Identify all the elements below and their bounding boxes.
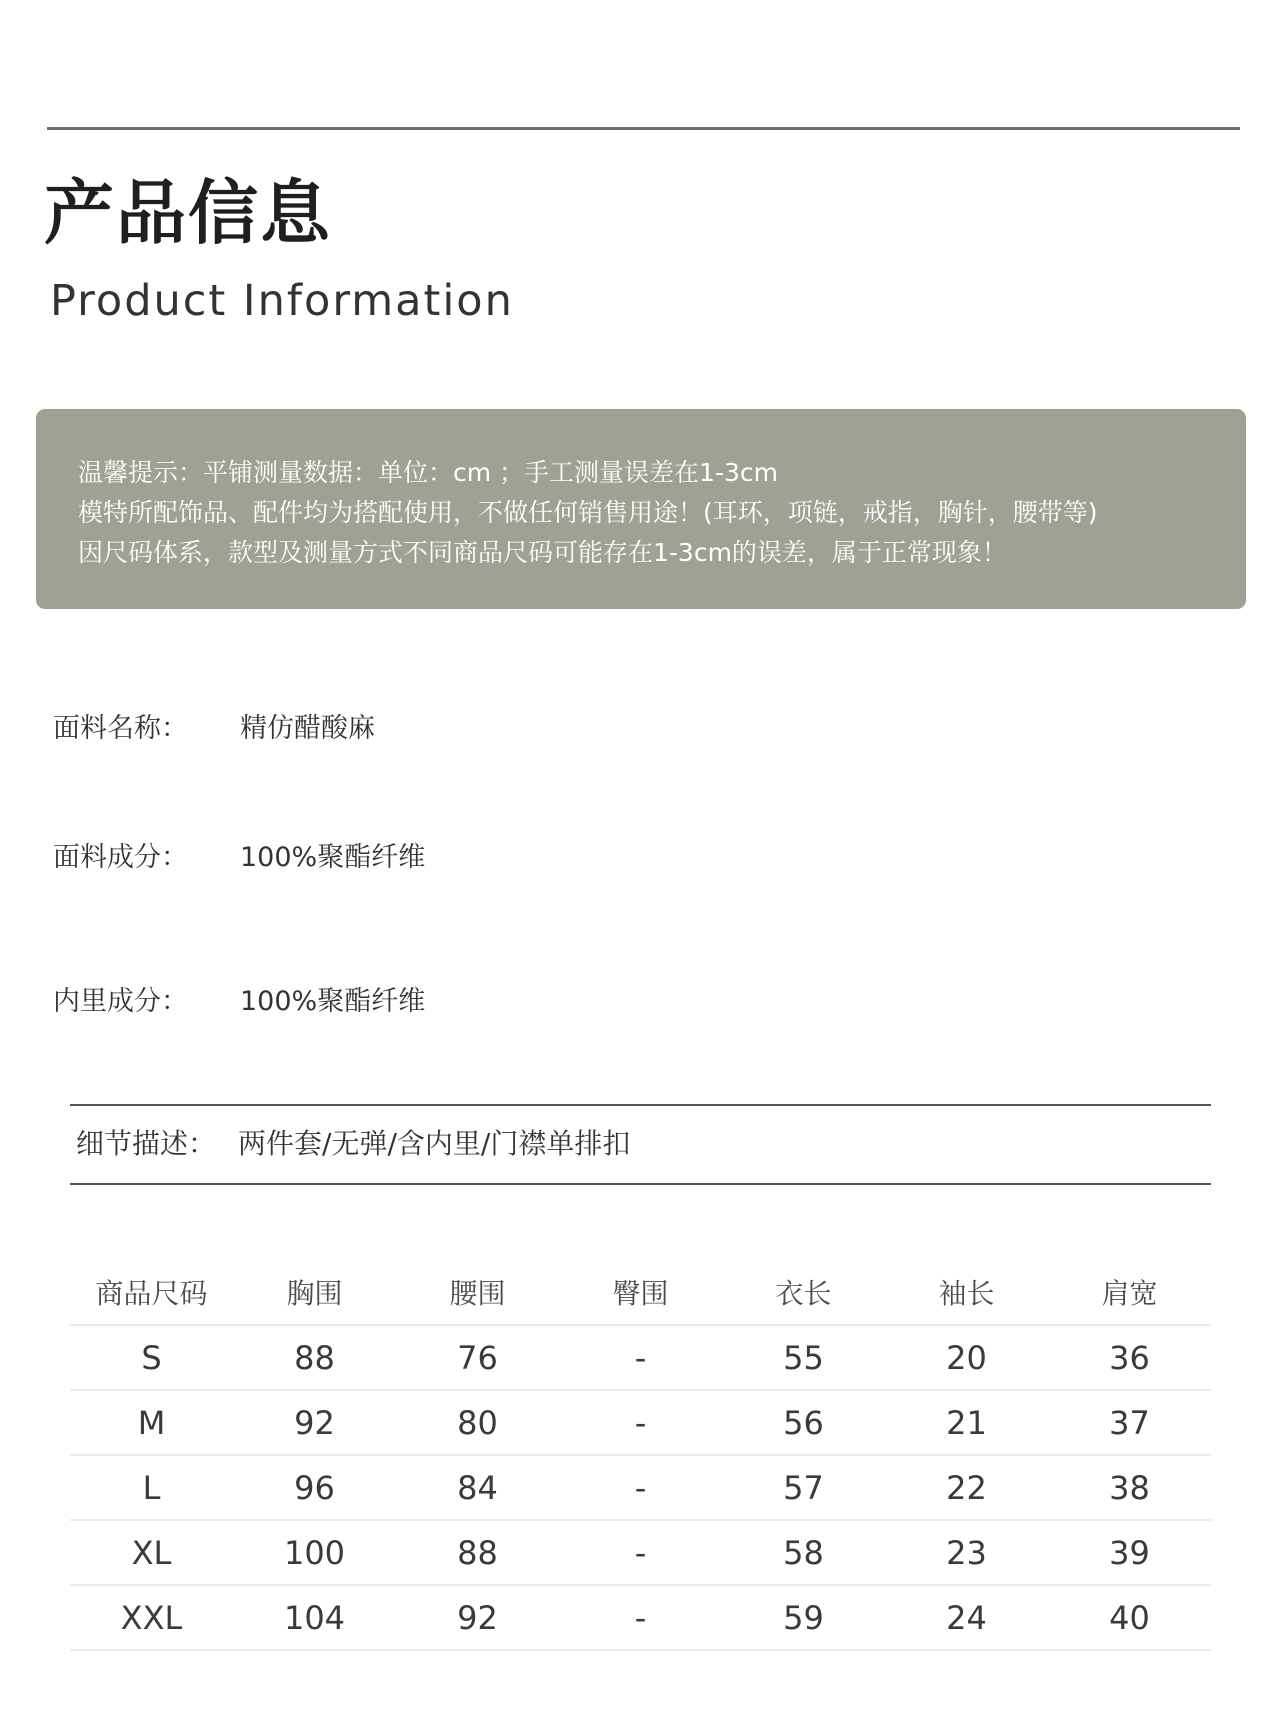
column-header: 肩宽	[1048, 1260, 1211, 1325]
size-table-header-row	[70, 1260, 1211, 1325]
table-row	[70, 1585, 1211, 1650]
table-cell: -	[559, 1520, 722, 1585]
attribute-label: 内里成分：	[53, 986, 188, 1017]
detail-value: 两件套/无弹/含内里/门襟单排扣	[238, 1127, 631, 1160]
table-cell: M	[70, 1390, 233, 1455]
column-header: 袖长	[885, 1260, 1048, 1325]
table-cell: 92	[396, 1585, 559, 1650]
table-cell: 39	[1048, 1520, 1211, 1585]
size-table	[70, 1260, 1211, 1651]
attribute-label: 面料成分：	[53, 842, 188, 873]
fabric-name-row	[53, 707, 1153, 751]
table-row	[70, 1390, 1211, 1455]
fabric-composition-row	[53, 836, 1153, 880]
notice-line-1: 温馨提示：平铺测量数据：单位：cm ；手工测量误差在1-3cm	[78, 458, 778, 487]
table-cell: 56	[722, 1390, 885, 1455]
table-cell: 84	[396, 1455, 559, 1520]
table-cell: 88	[396, 1520, 559, 1585]
table-cell: 38	[1048, 1455, 1211, 1520]
table-row	[70, 1520, 1211, 1585]
table-cell: 21	[885, 1390, 1048, 1455]
table-cell: -	[559, 1325, 722, 1390]
table-cell: S	[70, 1325, 233, 1390]
table-cell: XL	[70, 1520, 233, 1585]
attribute-value: 100%聚酯纤维	[240, 842, 426, 873]
table-cell: 37	[1048, 1390, 1211, 1455]
table-cell: 80	[396, 1390, 559, 1455]
table-cell: 59	[722, 1585, 885, 1650]
table-cell: -	[559, 1585, 722, 1650]
table-cell: XXL	[70, 1585, 233, 1650]
table-cell: 76	[396, 1325, 559, 1390]
table-cell: 57	[722, 1455, 885, 1520]
attribute-value: 精仿醋酸麻	[240, 713, 375, 744]
notice-box	[36, 409, 1246, 609]
detail-label: 细节描述：	[76, 1127, 217, 1160]
table-row	[70, 1325, 1211, 1390]
table-cell: 22	[885, 1455, 1048, 1520]
detail-description-row	[76, 1122, 630, 1166]
lining-composition-row	[53, 980, 1153, 1024]
table-cell: 104	[233, 1585, 396, 1650]
table-cell: L	[70, 1455, 233, 1520]
detail-bottom-divider	[70, 1183, 1211, 1185]
table-cell: 20	[885, 1325, 1048, 1390]
detail-top-divider	[70, 1104, 1211, 1106]
column-header: 胸围	[233, 1260, 396, 1325]
top-divider	[47, 127, 1240, 130]
page-title: 产品信息	[44, 172, 332, 254]
column-header: 衣长	[722, 1260, 885, 1325]
column-header: 臀围	[559, 1260, 722, 1325]
table-cell: 58	[722, 1520, 885, 1585]
attribute-label: 面料名称：	[53, 713, 188, 744]
table-cell: 24	[885, 1585, 1048, 1650]
table-cell: 96	[233, 1455, 396, 1520]
column-header: 腰围	[396, 1260, 559, 1325]
notice-line-2: 模特所配饰品、配件均为搭配使用，不做任何销售用途！(耳环，项链，戒指，胸针，腰带等)	[78, 498, 1098, 527]
table-row	[70, 1455, 1211, 1520]
notice-line-3: 因尺码体系，款型及测量方式不同商品尺码可能存在1-3cm的误差，属于正常现象！	[78, 538, 1007, 567]
table-cell: 100	[233, 1520, 396, 1585]
table-cell: 92	[233, 1390, 396, 1455]
attribute-value: 100%聚酯纤维	[240, 986, 426, 1017]
table-cell: 40	[1048, 1585, 1211, 1650]
table-cell: 23	[885, 1520, 1048, 1585]
table-cell: -	[559, 1455, 722, 1520]
table-cell: 36	[1048, 1325, 1211, 1390]
table-cell: -	[559, 1390, 722, 1455]
page-subtitle: Product Information	[50, 276, 514, 326]
column-header: 商品尺码	[70, 1260, 233, 1325]
table-cell: 55	[722, 1325, 885, 1390]
table-cell: 88	[233, 1325, 396, 1390]
